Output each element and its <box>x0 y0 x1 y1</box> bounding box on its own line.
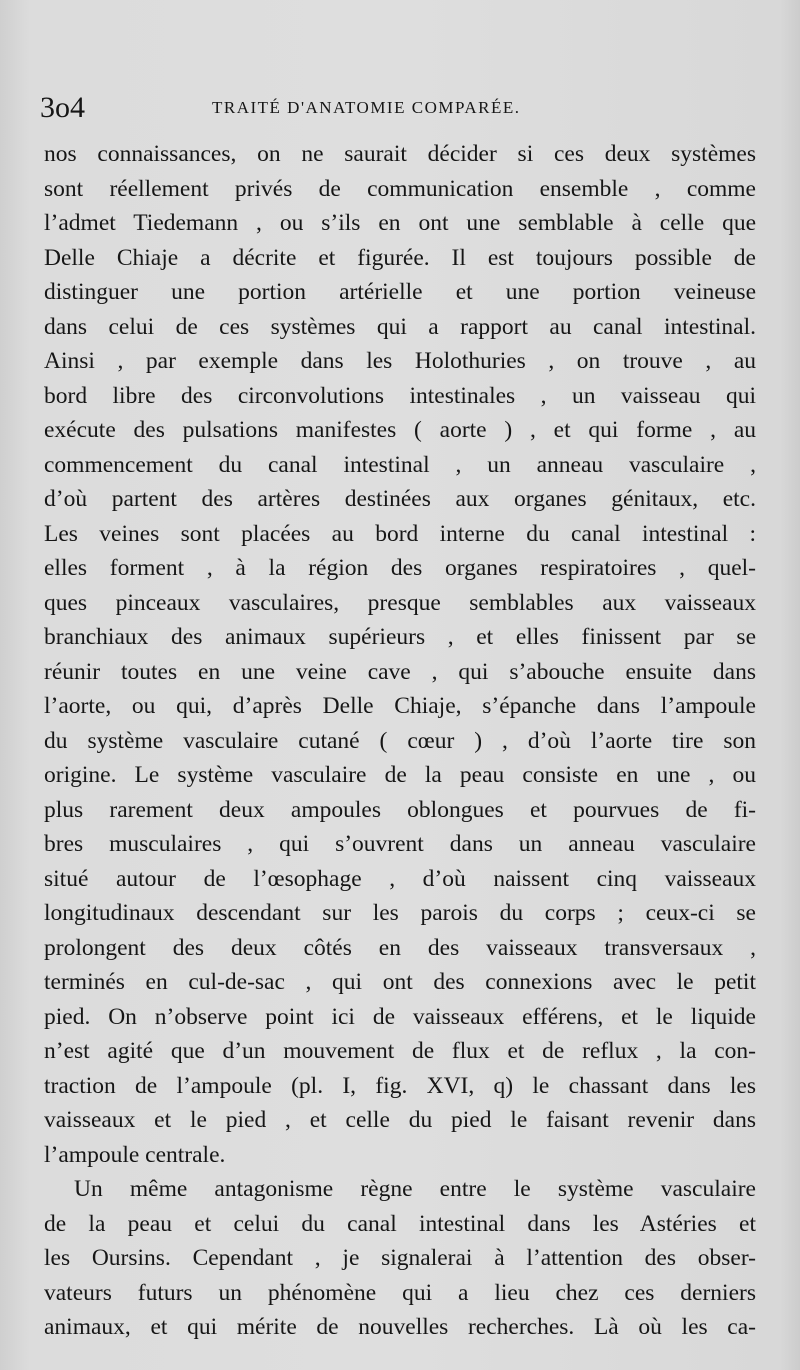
text-line: animaux, et qui mérite de nouvelles recherches. Là où les ca- <box>44 1314 756 1340</box>
text-line: vateurs futurs un phénomène qui a lieu chez ces derniers <box>44 1279 756 1306</box>
text-line: Delle Chiaje a décrite et figurée. Il est toujours possible de <box>44 244 756 271</box>
text-line: branchiaux des animaux supérieurs , et elles finissent par se <box>44 624 756 650</box>
text-line: bres musculaires , qui s’ouvrent dans un anneau vasculaire <box>44 831 756 857</box>
paragraph-2 <box>44 1172 756 1345</box>
text-line: l’aorte, ou qui, d’après Delle Chiaje, s’épanche dans l’ampoule <box>44 693 756 719</box>
text-line: d’où partent des artères destinées aux organes génitaux, etc. <box>44 486 756 512</box>
running-title: TRAITÉ D'ANATOMIE COMPARÉE. <box>212 98 521 117</box>
text-line: de la peau et celui du canal intestinal dans les Astéries et <box>44 1210 756 1237</box>
text-line: commencement du canal intestinal , un anneau vasculaire , <box>44 451 756 478</box>
text-line: bord libre des circonvolutions intestinales , un vaisseau qui <box>44 382 756 409</box>
text-line: nos connaissances, on ne saurait décider si ces deux systèmes <box>44 141 756 167</box>
page-number: 3o4 <box>40 91 85 124</box>
text-line: réunir toutes en une veine cave , qui s’abouche ensuite dans <box>44 658 756 685</box>
text-line: elles forment , à la région des organes respiratoires , quel- <box>44 555 756 581</box>
text-line: distinguer une portion artérielle et une portion veineuse <box>44 279 756 305</box>
text-line: sont réellement privés de communication ensemble , comme <box>44 175 756 202</box>
text-line: prolongent des deux côtés en des vaisseaux transversaux , <box>44 934 756 961</box>
text-line: Ainsi , par exemple dans les Holothuries , on trouve , au <box>44 348 756 374</box>
text-line: terminés en cul-de-sac , qui ont des connexions avec le petit <box>44 969 756 995</box>
body-text <box>44 137 756 1345</box>
text-line: traction de l’ampoule (pl. I, fig. XVI, q) le chassant dans les <box>44 1072 756 1099</box>
text-line: situé autour de l’œsophage , d’où naissent cinq vaisseaux <box>44 865 756 892</box>
text-line: dans celui de ces systèmes qui a rapport au canal intestinal. <box>44 313 756 340</box>
text-line: Un même antagonisme règne entre le système vasculaire <box>74 1176 756 1202</box>
text-line: vaisseaux et le pied , et celle du pied le faisant revenir dans <box>44 1107 756 1133</box>
text-line: longitudinaux descendant sur les parois du corps ; ceux-ci se <box>44 900 756 926</box>
text-line: n’est agité que d’un mouvement de flux et de reflux , la con- <box>44 1038 756 1064</box>
text-line: l’ampoule centrale. <box>44 1141 226 1168</box>
page-header <box>40 88 760 128</box>
text-line: pied. On n’observe point ici de vaisseaux efférens, et le liquide <box>44 1003 756 1030</box>
text-line: ques pinceaux vasculaires, presque semblables aux vaisseaux <box>44 589 756 616</box>
text-line: du système vasculaire cutané ( cœur ) , d’où l’aorte tire son <box>44 727 756 754</box>
text-line: les Oursins. Cependant , je signalerai à l’attention des obser- <box>44 1245 756 1271</box>
text-line: l’admet Tiedemann , ou s’ils en ont une semblable à celle que <box>44 210 756 236</box>
text-line: origine. Le système vasculaire de la peau consiste en une , ou <box>44 762 756 788</box>
text-line: Les veines sont placées au bord interne du canal intestinal : <box>44 520 756 547</box>
paragraph-1 <box>44 137 756 1172</box>
text-line: exécute des pulsations manifestes ( aorte ) , et qui forme , au <box>44 417 756 443</box>
text-line: plus rarement deux ampoules oblongues et pourvues de fi- <box>44 796 756 823</box>
